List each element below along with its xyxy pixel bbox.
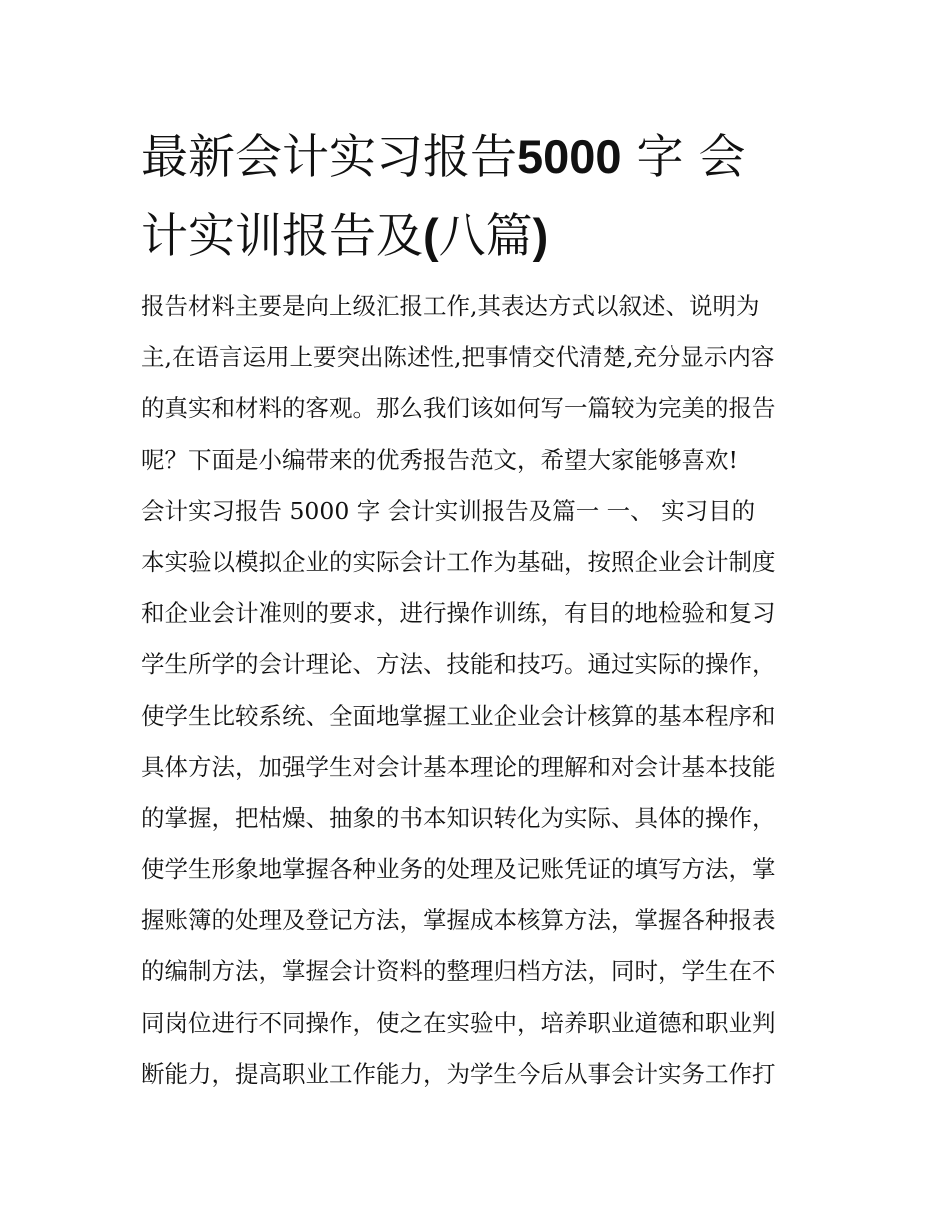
body-line: 的编制方法，掌握会计资料的整理归档方法，同时，学生在不 xyxy=(141,957,776,986)
body-line: 断能力，提高职业工作能力，为学生今后从事会计实务工作打 xyxy=(141,1059,776,1088)
title-paren-close: ) xyxy=(532,209,549,262)
body-line: 主,在语言运用上要突出陈述性,把事情交代清楚,充分显示内容 xyxy=(141,343,775,372)
body-line: 呢？下面是小编带来的优秀报告范文，希望大家能够喜欢! xyxy=(141,445,738,474)
title-text: 字 会 xyxy=(636,130,746,185)
title-number: 5000 xyxy=(517,130,622,183)
title-text: 计实训报告及 xyxy=(141,209,423,264)
body-line: 学生所学的会计理论、方法、技能和技巧。通过实际的操作， xyxy=(141,650,776,679)
body-line: 握账簿的处理及登记方法，掌握成本核算方法，掌握各种报表 xyxy=(141,906,776,935)
body-line: 使学生比较系统、全面地掌握工业企业会计核算的基本程序和 xyxy=(141,701,776,730)
body-line: 和企业会计准则的要求，进行操作训练，有目的地检验和复习 xyxy=(141,599,776,628)
title-text: 最新会计实习报告 xyxy=(141,130,517,185)
body-line: 同岗位进行不同操作，使之在实验中，培养职业道德和职业判 xyxy=(141,1008,776,1037)
body-line: 报告材料主要是向上级汇报工作,其表达方式以叙述、说明为 xyxy=(141,292,760,320)
title-line-2 xyxy=(141,197,821,276)
body-line: 具体方法，加强学生对会计基本理论的理解和对会计基本技能 xyxy=(141,752,776,781)
body-line: 的掌握，把枯燥、抽象的书本知识转化为实际、具体的操作， xyxy=(141,803,776,832)
document-title xyxy=(141,118,821,276)
section-heading-line: 会计实习报告 5000 字 会计实训报告及篇一 一、 实习目的 xyxy=(141,496,756,525)
title-text: 八篇 xyxy=(438,209,533,264)
title-paren-open: ( xyxy=(423,209,439,262)
document-body xyxy=(141,281,831,1100)
body-line: 使学生形象地掌握各种业务的处理及记账凭证的填写方法，掌 xyxy=(141,855,776,884)
title-line-1 xyxy=(141,118,821,197)
body-line: 的真实和材料的客观。那么我们该如何写一篇较为完美的报告 xyxy=(141,394,776,423)
body-line: 本实验以模拟企业的实际会计工作为基础，按照企业会计制度 xyxy=(141,547,776,576)
